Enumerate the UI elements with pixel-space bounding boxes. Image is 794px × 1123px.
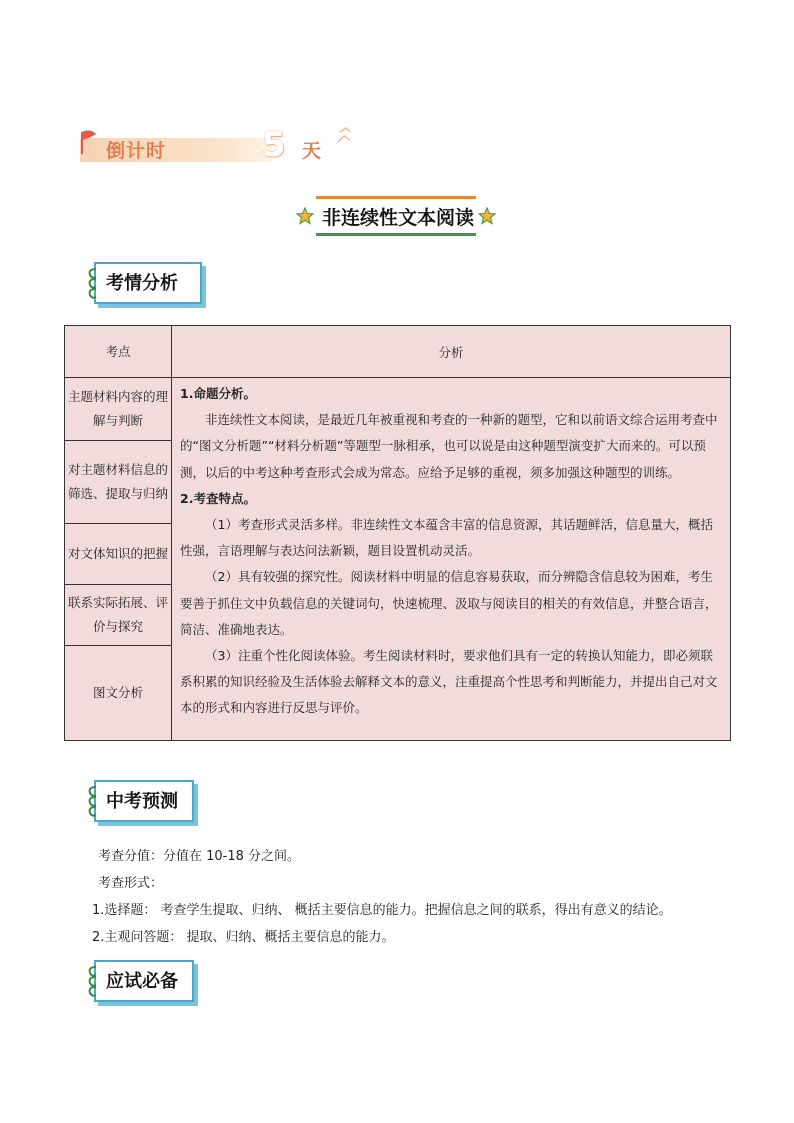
coil-icon (86, 266, 100, 300)
topic-cell: 主题材料内容的理解与判断 (65, 378, 172, 441)
coil-icon (86, 784, 100, 818)
analysis-paragraph: 非连续性文本阅读，是最近几年被重视和考查的一种新的题型，它和以前语文综合运用考查中的“图文分析题”“材料分析题”等题型一脉相承，也可以说是由这种题型演变扩大而来的。可以预测，以后的中考这种考查形式会成为常态。应给予足够的重视，须多加强这种题型的训练。 (180, 412, 718, 480)
section-title-prediction: 中考预测 (106, 791, 178, 812)
topic-cell: 图文分析 (65, 646, 172, 741)
topic-cell: 对文体知识的把握 (65, 524, 172, 585)
star-icon (296, 207, 314, 225)
analysis-table (64, 325, 731, 741)
page-title-block (296, 196, 500, 240)
star-icon (478, 207, 496, 225)
section-heading-prediction (86, 780, 206, 824)
analysis-cell (172, 378, 731, 741)
prediction-item: 1.选择题： 考查学生提取、归纳、 概括主要信息的能力。把握信息之间的联系，得出有意义的结论。 (92, 903, 672, 918)
countdown-banner (76, 124, 322, 166)
flag-icon (76, 128, 98, 156)
section-title-analysis: 考情分析 (106, 273, 178, 294)
page-title: 非连续性文本阅读 (322, 207, 475, 229)
section-heading-analysis (86, 262, 216, 306)
analysis-paragraph: （3）注重个性化阅读体验。考生阅读材料时，要求他们具有一定的转换认知能力，即必须联系积累的知识经验及生活体验去解释文本的意义，注重提高个性思考和判断能力，并提出自己对文本的形式和内容进行反思与评价。 (180, 648, 718, 716)
table-row (65, 378, 731, 441)
prediction-form: 考查形式： (98, 876, 164, 891)
countdown-suffix: 天 (302, 140, 322, 162)
title-bottom-bar (316, 233, 476, 236)
analysis-heading-2: 2.考查特点。 (180, 490, 256, 506)
title-top-bar (316, 196, 476, 199)
topic-cell: 联系实际拓展、评价与探究 (65, 585, 172, 646)
topic-cell: 对主题材料信息的筛选、提取与归纳 (65, 441, 172, 524)
section-heading-prep (86, 960, 206, 1004)
analysis-heading-1: 1.命题分析。 (180, 386, 256, 401)
countdown-number: 5 (262, 125, 286, 165)
header-topic: 考点 (65, 326, 172, 378)
table-header-row (65, 326, 731, 378)
analysis-paragraph: （2）具有较强的探究性。阅读材料中明显的信息容易获取，而分辨隐含信息较为困难，考生要善于抓住文中负载信息的关键词句，快速梳理、汲取与阅读目的相关的有效信息，并整合语言，简洁、准确地表达。 (180, 569, 718, 637)
prediction-item: 2.主观问答题： 提取、归纳、概括主要信息的能力。 (92, 930, 395, 945)
section-title-prep: 应试必备 (106, 971, 178, 992)
header-analysis: 分析 (172, 326, 731, 378)
prediction-content (92, 843, 672, 951)
countdown-prefix: 倒计时 (106, 140, 167, 162)
analysis-paragraph: （1）考查形式灵活多样。非连续性文本蕴含丰富的信息资源，其话题鲜活，信息量大，概括性强，言语理解与表达问法新颖，题目设置机动灵活。 (180, 517, 713, 559)
sparkle-icon (334, 124, 354, 146)
prediction-score: 考查分值：分值在 10-18 分之间。 (98, 849, 301, 864)
coil-icon (86, 964, 100, 998)
